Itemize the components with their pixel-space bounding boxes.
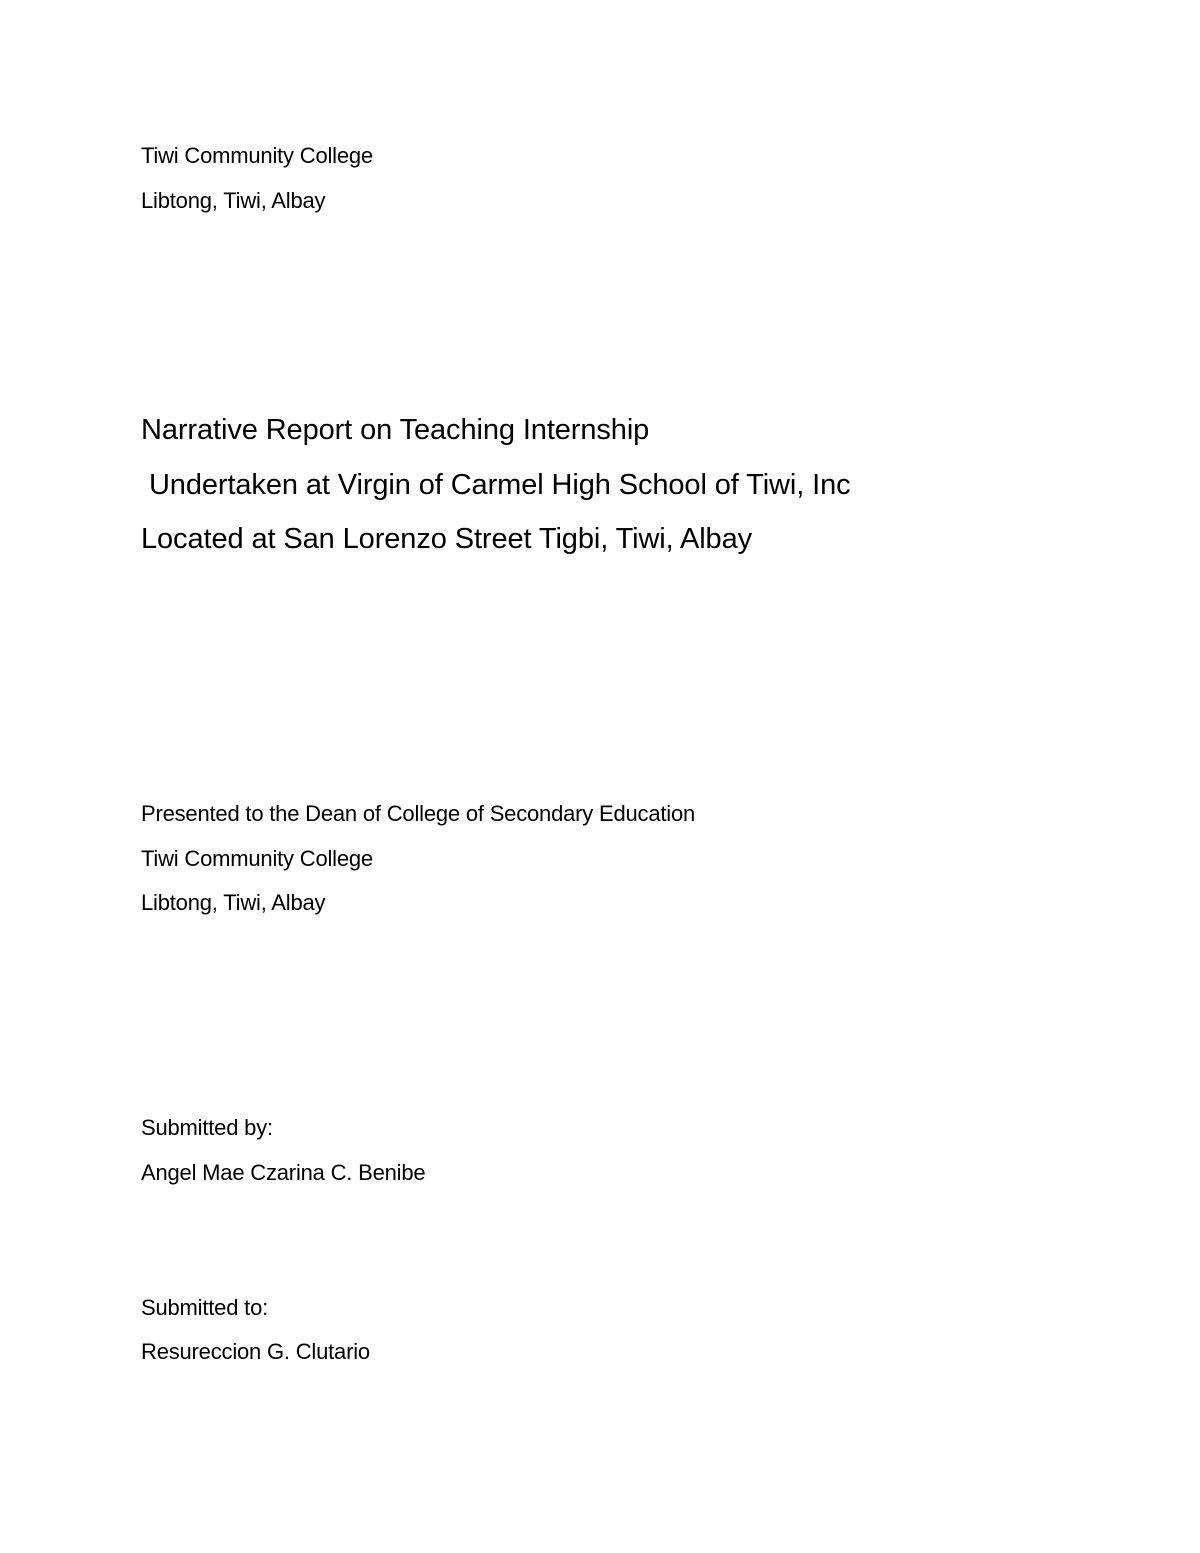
- submitted-to-label: Submitted to:: [141, 1295, 269, 1320]
- header-institution: Tiwi Community College: [141, 143, 373, 168]
- submitted-to-name: Resureccion G. Clutario: [141, 1339, 370, 1364]
- submitted-by-label: Submitted by:: [141, 1115, 273, 1140]
- title-line-1: Narrative Report on Teaching Internship: [141, 414, 650, 446]
- title-line-2: Undertaken at Virgin of Carmel High School of Tiwi, Inc: [141, 469, 851, 501]
- title-line-3: Located at San Lorenzo Street Tigbi, Tiwi, Albay: [141, 523, 753, 555]
- header-address: Libtong, Tiwi, Albay: [141, 188, 326, 213]
- presented-address: Libtong, Tiwi, Albay: [141, 890, 326, 915]
- submitted-by-name: Angel Mae Czarina C. Benibe: [141, 1160, 426, 1185]
- presented-to: Presented to the Dean of College of Secondary Education: [141, 801, 696, 826]
- presented-institution: Tiwi Community College: [141, 846, 373, 871]
